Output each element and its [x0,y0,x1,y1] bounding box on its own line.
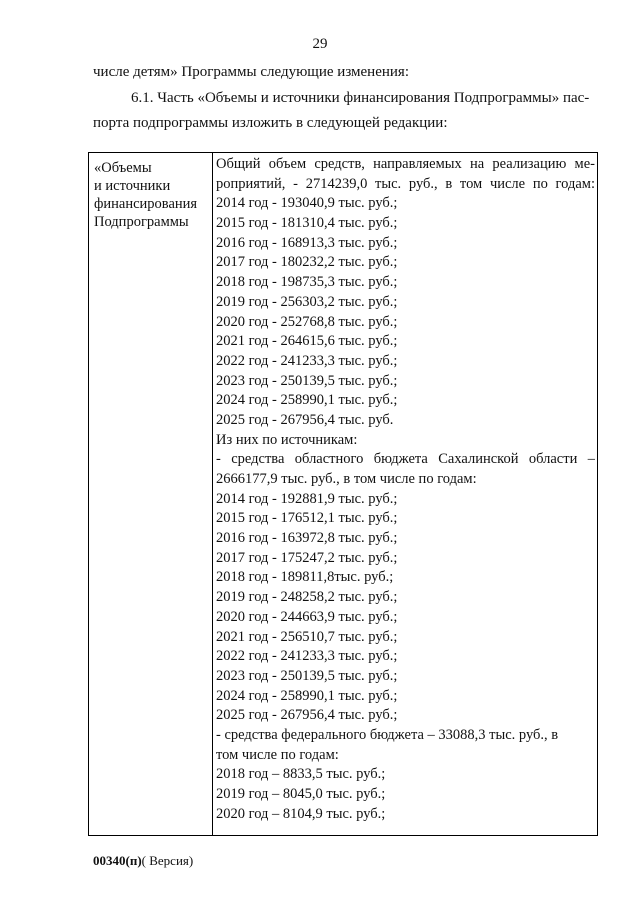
passport-table [88,152,598,836]
footer-version: ( Версия) [141,853,194,868]
label-line: и источники [94,178,171,194]
content-line: 2018 год - 198735,3 тыс. руб.; [216,274,398,291]
page-number: 29 [312,36,328,52]
content-line: 2022 год - 241233,3 тыс. руб.; [216,352,398,369]
label-line: «Объемы [94,160,152,176]
content-line: том числе по годам: [216,746,339,763]
content-line: 2016 год - 163972,8 тыс. руб.; [216,530,398,547]
column-divider [212,153,213,835]
content-line: 2015 год - 176512,1 тыс. руб.; [216,510,398,527]
content-line: 2023 год - 250139,5 тыс. руб.; [216,667,398,684]
document-footer [93,853,193,869]
footer-code: 00340(п) [93,853,142,868]
intro-line-2: 6.1. Часть «Объемы и источники финансирования Подпрограммы» пас- [131,90,590,106]
content-line: 2025 год - 267956,4 тыс. руб. [216,411,394,428]
label-line: финансирования [94,196,198,212]
content-line: - средства федерального бюджета – 33088,3 тыс. руб., в [216,726,559,743]
content-line: 2014 год - 193040,9 тыс. руб.; [216,195,398,212]
content-line: 2017 год - 180232,2 тыс. руб.; [216,254,398,271]
content-line: роприятий, - 2714239,0 тыс. руб., в том числе по годам: [216,175,595,192]
label-line: Подпрограммы [94,214,189,230]
content-line: 2021 год - 256510,7 тыс. руб.; [216,628,398,645]
content-line: Из них по источникам: [216,431,358,448]
content-line: 2024 год - 258990,1 тыс. руб.; [216,392,398,409]
content-line: 2019 год - 256303,2 тыс. руб.; [216,293,398,310]
content-line: 2014 год - 192881,9 тыс. руб.; [216,490,398,507]
content-line: Общий объем средств, направляемых на реализацию ме- [216,156,595,172]
content-cell [216,155,595,824]
content-line: 2017 год - 175247,2 тыс. руб.; [216,549,398,566]
content-line: 2015 год - 181310,4 тыс. руб.; [216,215,398,232]
label-cell [94,159,206,231]
content-line: 2018 год – 8833,5 тыс. руб.; [216,766,386,783]
intro-line-1: числе детям» Программы следующие изменения: [93,64,409,80]
content-line: 2020 год - 252768,8 тыс. руб.; [216,313,398,330]
content-line: - средства областного бюджета Сахалинской области – [216,451,595,468]
content-line: 2018 год - 189811,8тыс. руб.; [216,569,394,586]
content-line: 2022 год - 241233,3 тыс. руб.; [216,648,398,665]
intro-line-3: порта подпрограммы изложить в следующей редакции: [93,115,448,131]
content-line: 2016 год - 168913,3 тыс. руб.; [216,234,398,251]
content-line: 2020 год – 8104,9 тыс. руб.; [216,805,386,822]
content-line: 2021 год - 264615,6 тыс. руб.; [216,333,398,350]
content-line: 2025 год - 267956,4 тыс. руб.; [216,707,398,724]
content-line: 2019 год - 248258,2 тыс. руб.; [216,589,398,606]
content-line: 2024 год - 258990,1 тыс. руб.; [216,687,398,704]
content-line: 2020 год - 244663,9 тыс. руб.; [216,608,398,625]
content-line: 2019 год – 8045,0 тыс. руб.; [216,786,386,802]
content-line: 2023 год - 250139,5 тыс. руб.; [216,372,398,389]
content-line: 2666177,9 тыс. руб., в том числе по годам: [216,471,477,487]
